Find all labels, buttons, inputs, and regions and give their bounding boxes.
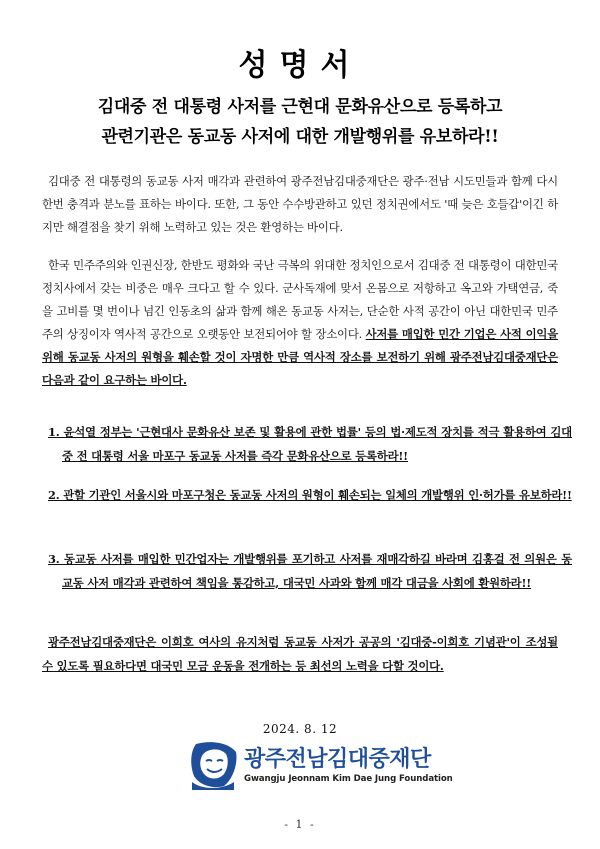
- statement-date: 2024. 8. 12: [262, 722, 338, 736]
- paragraph-history-text: 한국 민주주의와 인권신장, 한반도 평화와 국난 극복의 위대한 정치인으로서 김대중 전 대통령이 대한민국 정치사에서 갖는 비중은 매우 크다고 할 수 있다. 군사독재에 맞서 온몸으로 저항하고 옥고와 가택연금, 죽을 고비를 몇 번이나 넘긴 인동초의 삶과 함께 해온 동교동 사저는, 단순한 사적 공간이 아닌 대한민국 민주주의 상징이자 역사적 공간으로 오랫동안 보전되어야 할 장소이다.: [42, 258, 558, 341]
- subtitle-line-1: 김대중 전 대통령 사저를 근현대 문화유산으로 등록하고: [97, 97, 503, 117]
- demand-item-1: 1. 윤석열 정부는 '근현대사 문화유산 보존 및 활용에 관한 법률' 등의 법·제도적 장치를 적극 활용하여 김대중 전 대통령 서울 마포구 동교동 사저를 즉각 문화유산으로 등록하라!!: [48, 425, 572, 463]
- demand-item-2: 2. 관할 기관인 서울시와 마포구청은 동교동 사저의 원형이 훼손되는 일체의 개발행위 인·허가를 유보하라!!: [48, 488, 572, 502]
- organization-name-english: Gwangju Jeonnam Kim Dae Jung Foundation: [244, 774, 453, 784]
- demand-item-3: 3. 동교동 사저를 매입한 민간업자는 개발행위를 포기하고 사저를 재매각하길 바라며 김홍걸 전 의원은 동교동 사저 매각과 관련하여 책임을 통감하고, 대국민 사과와 함께 매각 대금을 사회에 환원하라!!: [48, 552, 572, 590]
- organization-name-korean: 광주전남김대중재단: [244, 747, 431, 772]
- portrait-logo-icon: [188, 738, 240, 790]
- page-number: - 1 -: [284, 818, 316, 831]
- paragraph-intro: 김대중 전 대통령의 동교동 사저 매각과 관련하여 광주전남김대중재단은 광주·전남 시도민들과 함께 다시 한번 충격과 분노를 표하는 바이다. 또한, 그 동안 수수방관하고 있던 정치권에서도 '때 늦은 호들갑'이긴 하지만 해결점을 찾기 위해 노력하고 있는 것은 환영하는 바이다.: [42, 174, 558, 234]
- closing-statement: 광주전남김대중재단은 이희호 여사의 유지처럼 동교동 사저가 공공의 '김대중-이희호 기념관'이 조성될 수 있도록 필요하다면 대국민 모금 운동을 전개하는 등 최선의 노력을 다할 것이다.: [42, 635, 558, 673]
- paragraph-history-emphasis: 사저를 매입한 민간 기업은 사적 이익을 위해 동교동 사저의 원형을 훼손할 것이 자명한 만큼 역사적 장소를 보전하기 위해 광주전남김대중재단은 다음과 같이 요구하는 바이다.: [42, 327, 558, 387]
- subtitle-line-2: 관련기관은 동교동 사저에 대한 개발행위를 유보하라!!: [101, 127, 499, 147]
- document-title: 성명서: [238, 48, 362, 83]
- paragraph-history: [42, 254, 558, 392]
- foundation-logo: [188, 738, 453, 798]
